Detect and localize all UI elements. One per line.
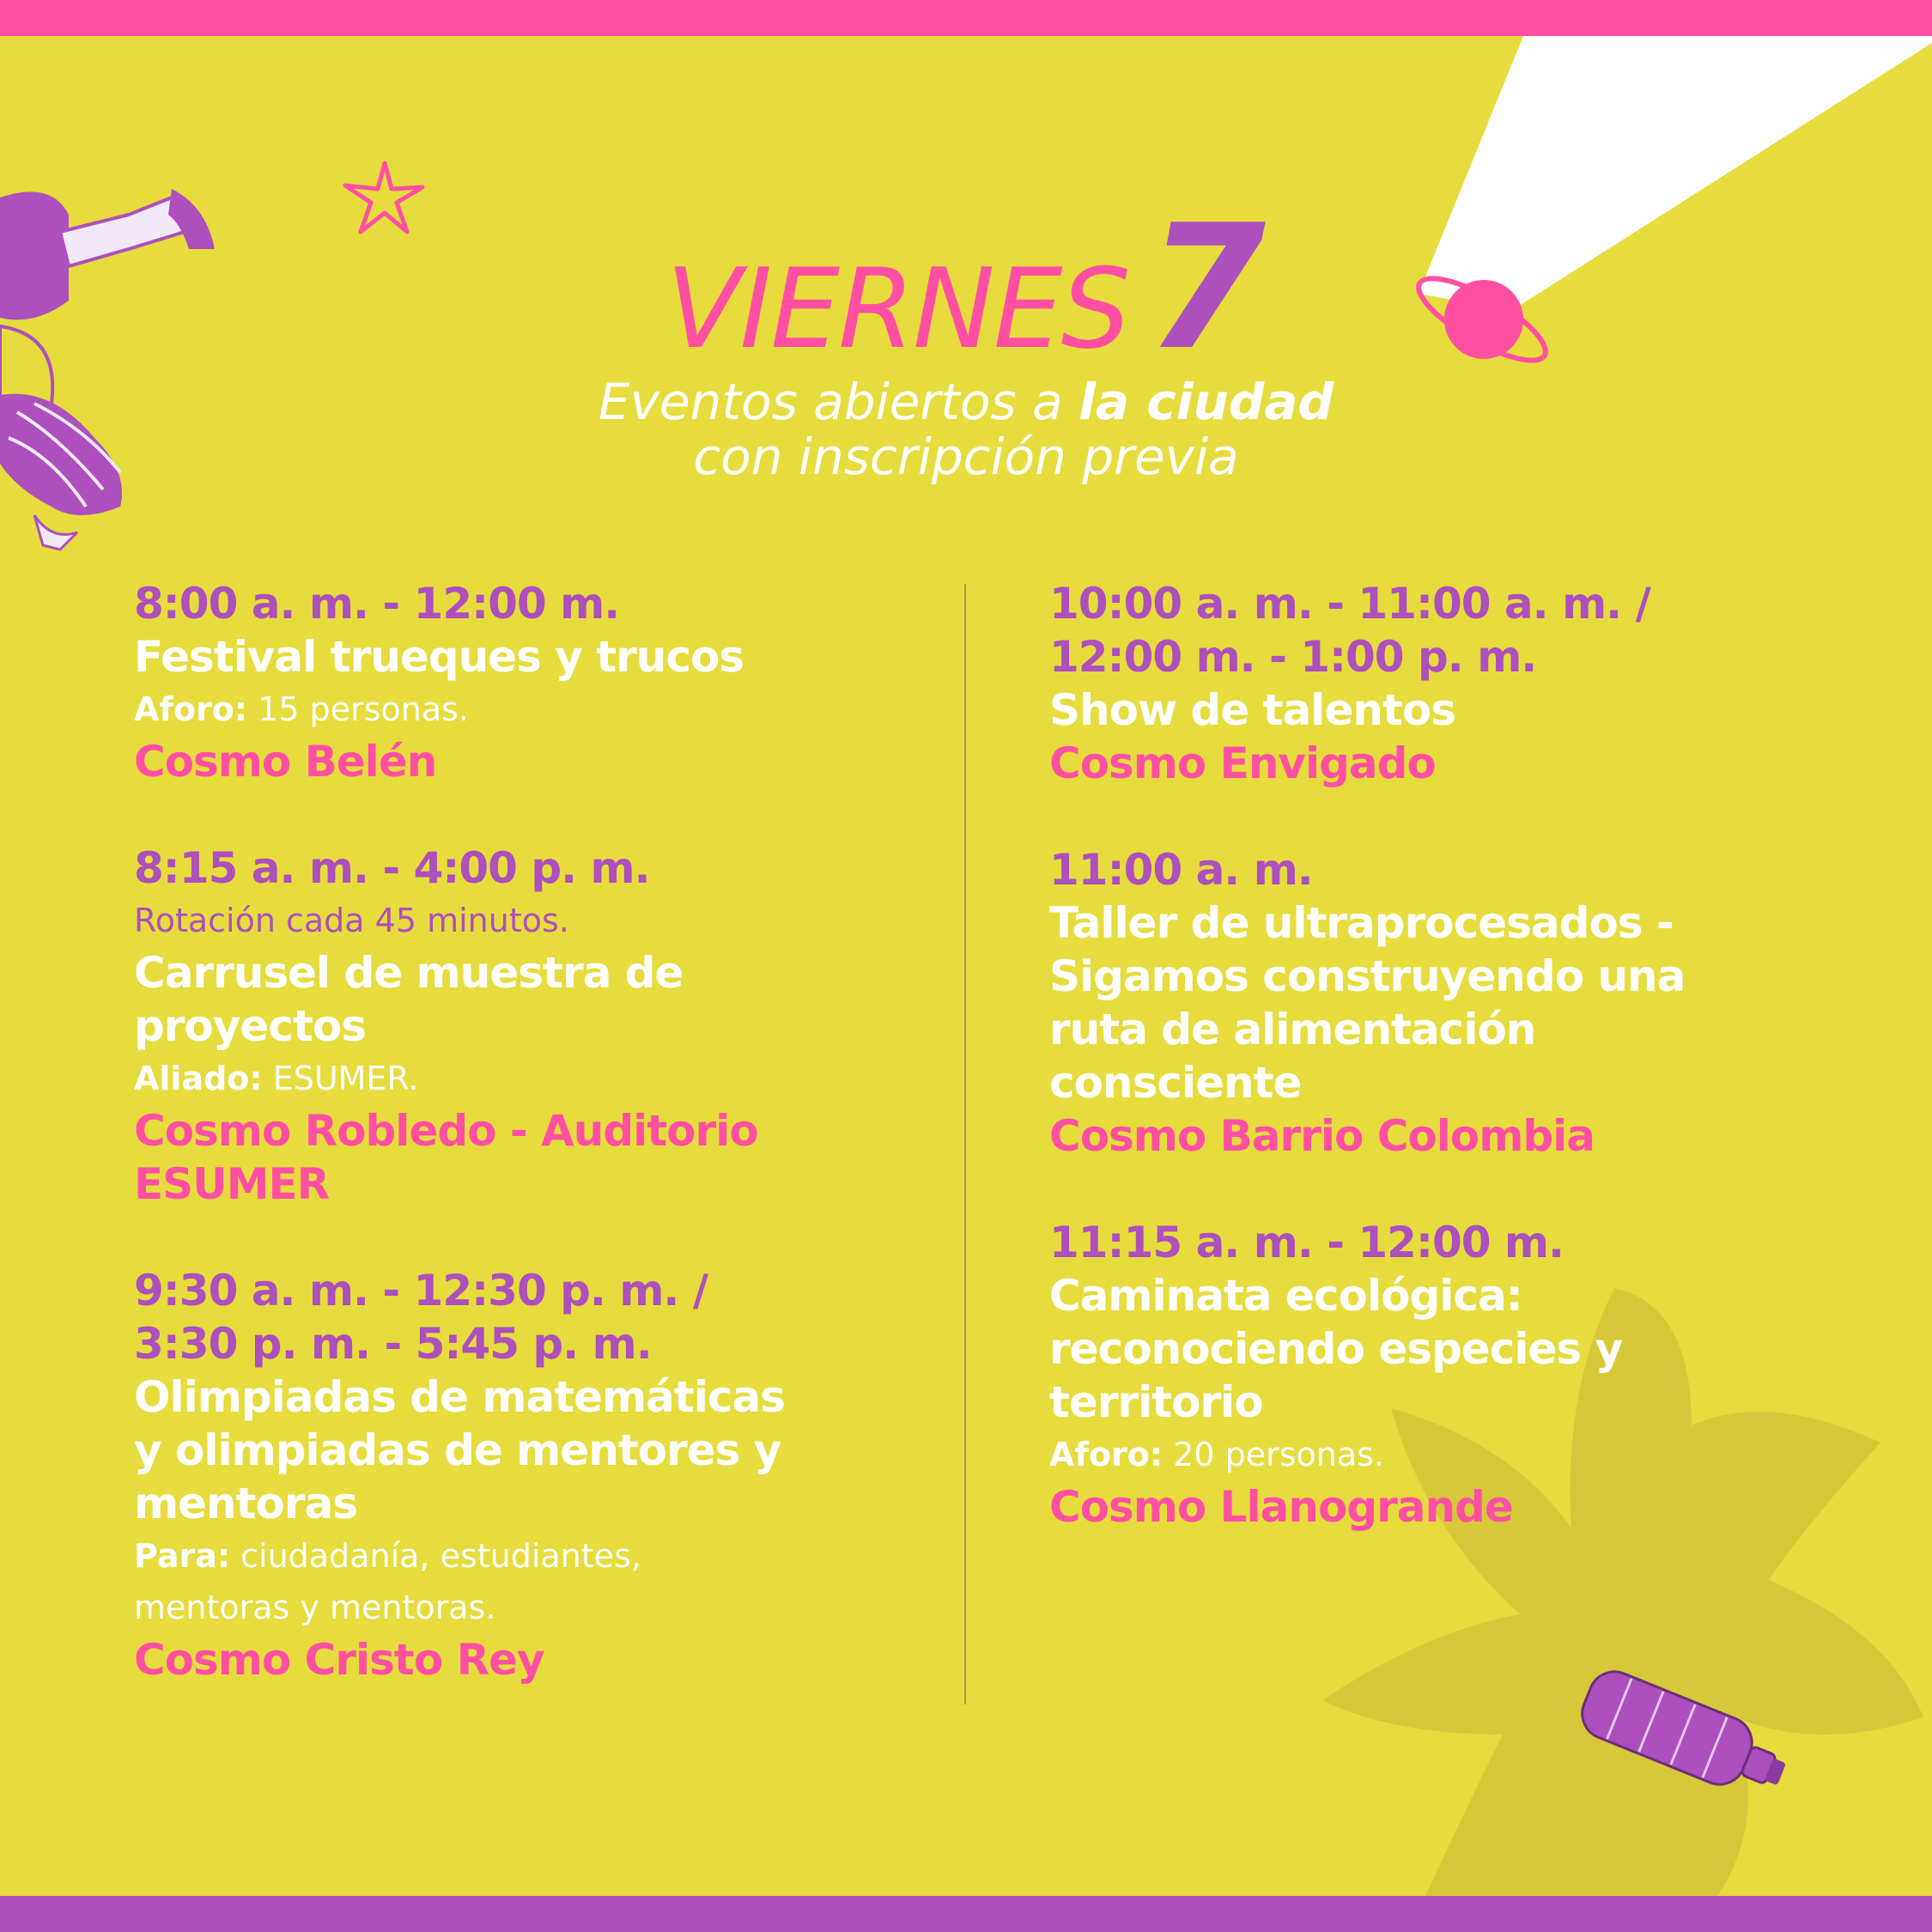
- detail-value: ciudadanía, estudiantes,: [230, 1537, 641, 1575]
- event-venue: Cosmo Barrio Colombia: [1049, 1111, 1595, 1161]
- event-name-line: ruta de alimentación: [1049, 1005, 1536, 1054]
- event-detail: [134, 1053, 907, 1104]
- event-name-line: mentoras: [134, 1479, 358, 1528]
- event-name-line: Sigamos construyendo una: [1049, 951, 1686, 1001]
- event-item: [1049, 1216, 1822, 1534]
- event-name-line: Taller de ultraprocesados -: [1049, 898, 1674, 948]
- event-item: [1049, 577, 1822, 790]
- event-time: 8:00 a. m. - 12:00 m.: [134, 579, 620, 629]
- event-name-line: consciente: [1049, 1058, 1302, 1108]
- detail-value: 20 personas.: [1163, 1436, 1385, 1473]
- day-number: 7: [1145, 188, 1267, 388]
- event-time: 11:15 a. m. - 12:00 m.: [1049, 1218, 1564, 1267]
- event-venue: Cosmo Envigado: [1049, 738, 1436, 788]
- event-name-line: territorio: [1049, 1377, 1263, 1427]
- top-pink-bar: [0, 0, 1932, 36]
- event-venue: Cosmo Cristo Rey: [134, 1635, 544, 1685]
- detail-value: 15 personas.: [247, 690, 470, 728]
- page-subtitle: [0, 374, 1932, 484]
- event-time-line: 3:30 p. m. - 5:45 p. m.: [134, 1319, 652, 1369]
- detail-label: Aliado:: [134, 1060, 263, 1097]
- right-event-column: [1049, 577, 1822, 1587]
- event-name-line: Caminata ecológica:: [1049, 1271, 1522, 1321]
- event-name-line: proyectos: [134, 1001, 366, 1051]
- subtitle-line2: con inscripción previa: [693, 428, 1239, 486]
- event-detail-line2: mentoras y mentoras.: [134, 1589, 496, 1626]
- event-note: Rotación cada 45 minutos.: [134, 902, 569, 939]
- plastic-bottle-icon: [1563, 1649, 1803, 1820]
- page-title: [0, 188, 1932, 388]
- bottom-purple-bar: [0, 1896, 1932, 1932]
- subtitle-bold: la ciudad: [1078, 373, 1334, 431]
- event-time: 8:15 a. m. - 4:00 p. m.: [134, 843, 650, 893]
- event-name: Festival trueques y trucos: [134, 632, 744, 682]
- detail-label: Aforo:: [134, 690, 248, 728]
- event-name: Show de talentos: [1049, 685, 1455, 735]
- event-venue-line: ESUMER: [134, 1159, 330, 1209]
- event-time: 11:00 a. m.: [1049, 845, 1313, 895]
- event-item: [134, 577, 907, 788]
- event-name-line: Carrusel de muestra de: [134, 948, 683, 998]
- event-detail: [134, 683, 907, 735]
- event-item: [134, 841, 907, 1211]
- detail-value: ESUMER.: [262, 1060, 419, 1097]
- detail-label: Aforo:: [1049, 1436, 1163, 1473]
- event-time-line: 12:00 m. - 1:00 p. m.: [1049, 632, 1537, 682]
- event-venue-line: Cosmo Robledo - Auditorio: [134, 1106, 758, 1156]
- left-event-column: [134, 577, 907, 1740]
- day-label: VIERNES: [665, 246, 1129, 374]
- event-venue: Cosmo Llanogrande: [1049, 1482, 1513, 1532]
- event-name-line: y olimpiadas de mentores y: [134, 1425, 781, 1475]
- subtitle-text: Eventos abiertos a: [598, 373, 1079, 431]
- event-time-line: 9:30 a. m. - 12:30 p. m. /: [134, 1266, 708, 1315]
- event-detail: [134, 1530, 907, 1582]
- event-name-line: reconociendo especies y: [1049, 1324, 1623, 1374]
- detail-label: Para:: [134, 1537, 231, 1575]
- event-detail: [1049, 1429, 1822, 1480]
- event-venue: Cosmo Belén: [134, 737, 437, 787]
- column-divider: [964, 584, 966, 1704]
- event-item: [134, 1264, 907, 1686]
- event-name-line: Olimpiadas de matemáticas: [134, 1372, 786, 1422]
- event-item: [1049, 843, 1822, 1163]
- event-time-line: 10:00 a. m. - 11:00 a. m. /: [1049, 579, 1650, 629]
